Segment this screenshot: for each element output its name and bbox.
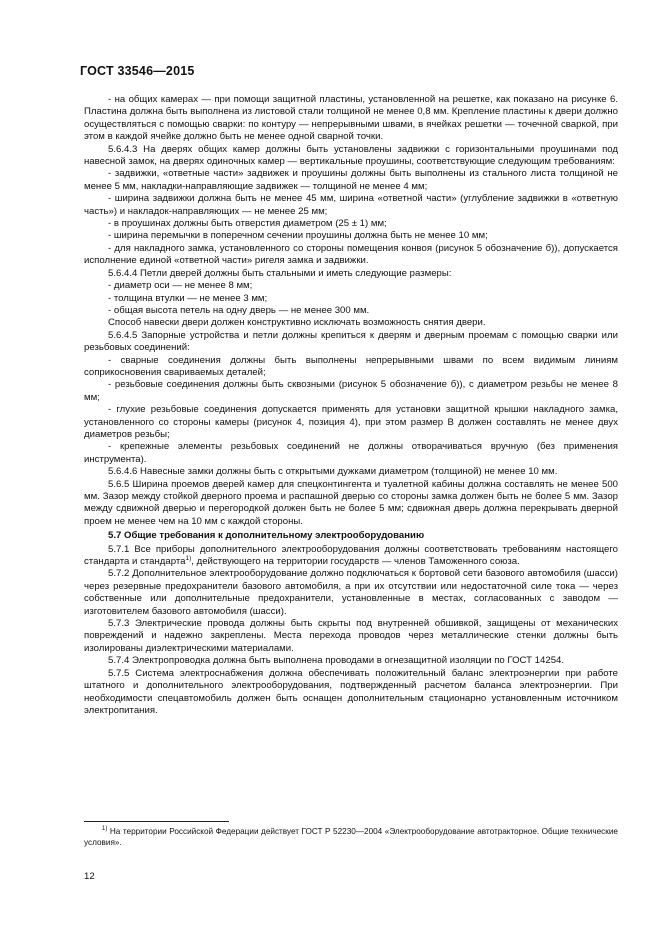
paragraph: - крепежные элементы резьбовых соединений не должны отворачиваться вручную (без применения инструмента). — [84, 441, 618, 465]
paragraph-group-57 — [84, 568, 618, 717]
paragraph: 5.7.3 Электрические провода должны быть скрыты под внутренней обшивкой, защищены от механических повреждений и надежно закреплены. Места перехода проводов через металлические стенки должны быть изолированы диэлектрическими материалами. — [84, 618, 618, 654]
paragraph: - ширина задвижки должна быть не менее 45 мм, ширина «ответной части» (углубление задвижки в «ответную часть») и накладок-направляющих — не менее 25 мм; — [84, 193, 618, 217]
paragraph: - толщина втулки — не менее 3 мм; — [108, 292, 268, 304]
footnote-marker: 1) — [102, 826, 108, 832]
paragraph-571 — [84, 544, 618, 569]
paragraph: - диаметр оси — не менее 8 мм; — [108, 280, 253, 292]
paragraph: 5.7.4 Электропроводка должна быть выполнена проводами в огнезащитной изоляции по ГОСТ 14254. — [108, 655, 565, 667]
page-header: ГОСТ 33546—2015 — [80, 64, 195, 78]
footnote-reference: 1) — [185, 555, 192, 563]
paragraph: 5.6.4.3 На дверях общих камер должны быть установлены задвижки с горизонтальными проушинами под навесной замок, на дверях одиночных камер — вертикальные проушины, соответствующие следующим требованиям: — [84, 143, 618, 168]
paragraph: - задвижки, «ответные части» задвижек и проушины должны быть выполнены из стального листа толщиной не менее 5 мм, накладки-направляющие задвижек — толщиной не менее 4 мм; — [84, 168, 618, 192]
footnote-text: На территории Российской Федерации действует ГОСТ Р 52230—2004 «Электрооборудование автотракторное. Общие технические условия». — [84, 827, 618, 847]
paragraph: 5.7.2 Дополнительное электрооборудование должно подключаться к бортовой сети базового автомобиля (шасси) через резервные предохранители базового автомобиля, а при их отсутствии или недостаточной силе тока — через собственные или дополнительные предохранители, установленные в местах, согласованных с заводом — изготовителем базового автомобиля (шасси). — [84, 568, 618, 617]
paragraph: 5.6.4.5 Запорные устройства и петли должны крепиться к дверям и дверным проемам с помощью сварки или резьбовых соединений: — [84, 329, 618, 354]
paragraph: - на общих камерах — при помощи защитной пластины, установленной на решетке, как показано на рисунке 6. Пластина должна быть выполнена из листовой стали толщиной не менее 0,8 мм. Крепление пластины к двери должно осуществляться с помощью сварки: по контуру — непрерывными швами, в ячейках решетки — точечной сваркой, при этом в каждой ячейке должно быть не менее одной сварной точки. — [84, 94, 618, 143]
paragraph-571-text-end: , действующего на территории государств — членов Таможенного союза. — [191, 556, 520, 568]
paragraph-group-564-565 — [84, 94, 618, 528]
paragraph: 5.6.4.6 Навесные замки должны быть с открытыми дужками диаметром (толщиной) не менее 10 мм. — [108, 466, 558, 478]
footnote-divider — [84, 821, 229, 822]
paragraph: - глухие резьбовые соединения допускается применять для установки защитной крышки накладного замка, установленного со стороны камеры (рисунок 4, позиция 4), при этом размер В должен составлять не менее двух диаметров резьбы; — [84, 404, 618, 440]
paragraph: 5.6.4.4 Петли дверей должны быть стальными и иметь следующие размеры: — [108, 267, 452, 279]
page-number: 12 — [84, 871, 95, 882]
paragraph: - общая высота петель на одну дверь — не менее 300 мм. — [108, 304, 370, 316]
footnote — [84, 826, 618, 848]
paragraph: - резьбовые соединения должны быть сквозными (рисунок 5 обозначение б)), с диаметром резьбы не менее 8 мм; — [84, 379, 618, 403]
paragraph: 5.6.5 Ширина проемов дверей камер для спецконтингента и туалетной кабины должна составлять не менее 500 мм. Зазор между стойкой дверного проема и распашной дверью со стороны замка должен быть не более 5 мм. Зазор между сдвижной дверью и перегородкой должен быть не более 5 мм; сдвижная дверь должна перекрывать дверной проем не менее чем на 10 мм с каждой стороны. — [84, 478, 618, 527]
paragraph: - для накладного замка, установленного со стороны помещения конвоя (рисунок 5 обозначение б)), допускается исполнение единой «ответной части» ригеля замка и задвижки. — [84, 242, 618, 267]
paragraph: - в проушинах должны быть отверстия диаметром (25 ± 1) мм; — [108, 218, 387, 230]
paragraph: Способ навески двери должен конструктивно исключать возможность снятия двери. — [108, 317, 486, 329]
paragraph: - сварные соединения должны быть выполнены непрерывными швами по всем видимым линиям соприкосновения свариваемых деталей; — [84, 354, 618, 378]
paragraph-571-text: 5.7.1 Все приборы дополнительного электрооборудования должны соответствовать требованиям настоящего стандарта и стандарта — [84, 543, 618, 568]
section-heading: 5.7 Общие требования к дополнительному электрооборудованию — [108, 530, 425, 542]
paragraph: 5.7.5 Система электроснабжения должна обеспечивать положительный баланс электроэнергии при работе штатного и дополнительного электрооборудования, подтвержденный расчетом баланса электроэнергии. При необходимости спецавтомобиль должен быть оснащен дополнительным стационарно установленным источником электропитания. — [84, 667, 618, 716]
paragraph: - ширина перемычки в поперечном сечении проушины должна быть не менее 10 мм; — [108, 230, 488, 242]
body-text — [84, 94, 618, 717]
